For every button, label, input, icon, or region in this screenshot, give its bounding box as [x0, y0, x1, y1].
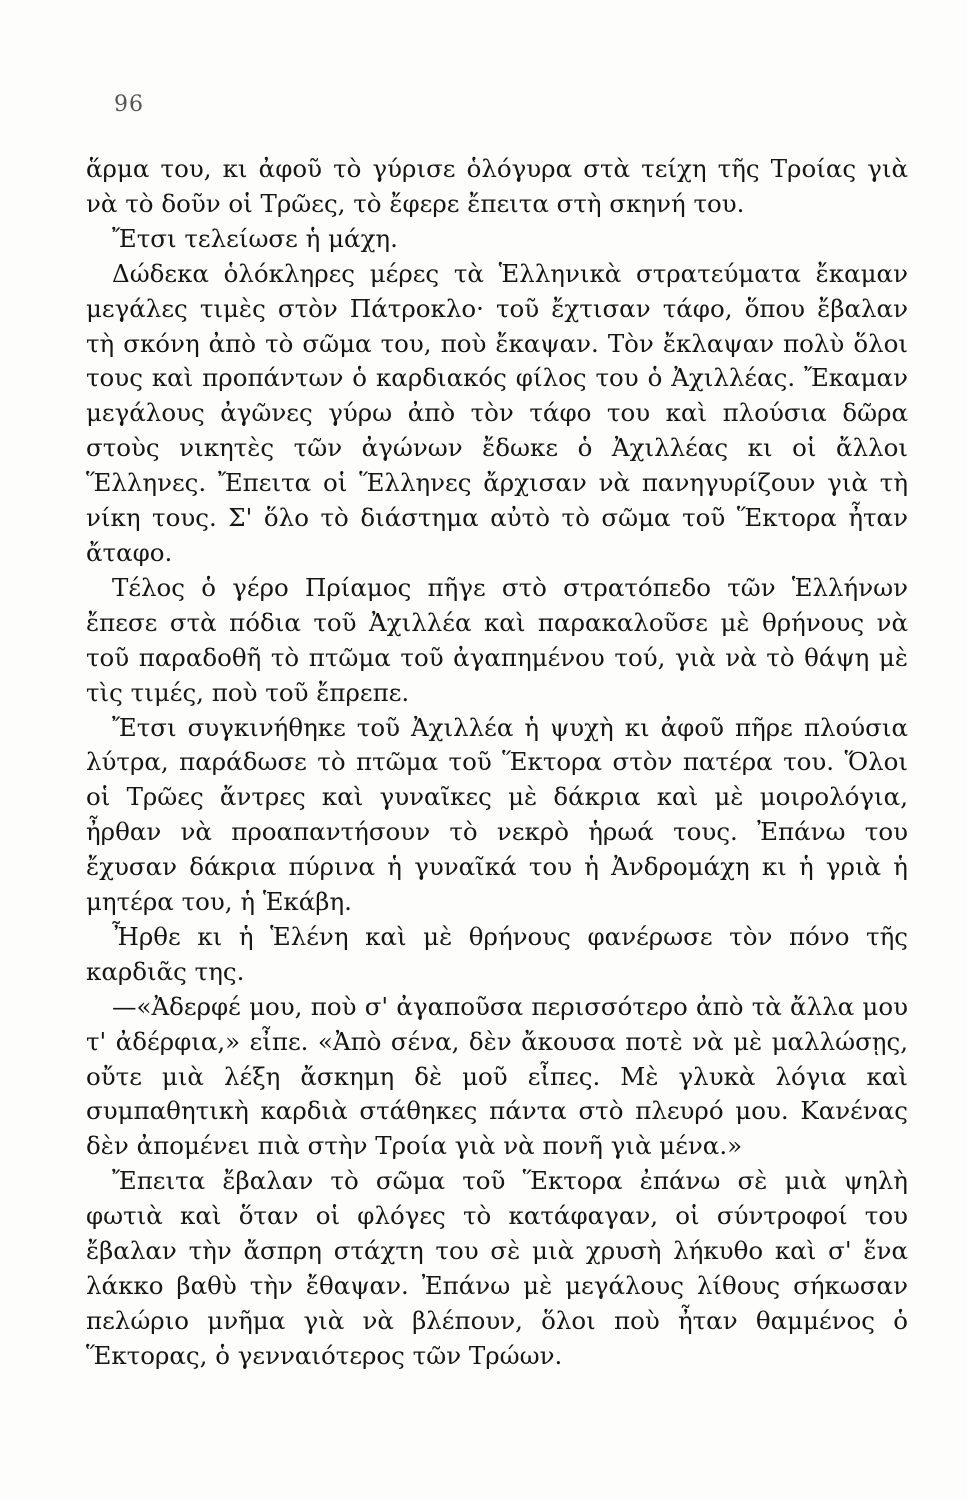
paragraph-8: Ἔπειτα ἔβαλαν τὸ σῶμα τοῦ Ἕκτορα ἐπάνω σὲ μιὰ ψηλὴ φωτιὰ καὶ ὅταν οἱ φλόγες τὸ κατάφαγαν, οἱ σύντροφοί του ἔβαλαν τὴν ἄσπρη στάχτη του σὲ μιὰ χρυσὴ λήκυθο καὶ σ' ἕνα λάκκο βαθὺ τὴν ἔθαψαν. Ἐπάνω μὲ μεγάλους λίθους σήκωσαν πελώριο μνῆμα γιὰ νὰ βλέπουν, ὅλοι ποὺ ἦταν θαμμένος ὁ Ἕκτορας, ὁ γενναιότερος τῶν Τρώων.	[86, 1166, 908, 1370]
paragraph-5: Ἔτσι συγκινήθηκε τοῦ Ἀχιλλέα ἡ ψυχὴ κι ἀφοῦ πῆρε πλούσια λύτρα, παράδωσε τὸ πτῶμα τοῦ Ἕκτορα στὸν πατέρα του. Ὅλοι οἱ Τρῶες ἄντρες καὶ γυναῖκες μὲ δάκρια καὶ μὲ μοιρολόγια, ἦρθαν νὰ προαπαντήσουν τὸ νεκρὸ ἡρωά τους. Ἐπάνω του ἔχυσαν δάκρια πύρινα ἡ γυναῖκά του ἡ Ἀνδρομάχη κι ἡ γριὰ ἡ μητέρα του, ἡ Ἑκάβη.	[86, 712, 908, 917]
paragraph-6: Ἦρθε κι ἡ Ἑλένη καὶ μὲ θρήνους φανέρωσε τὸν πόνο τῆς καρδιᾶς της.	[86, 921, 908, 986]
paragraph-3: Δώδεκα ὁλόκληρες μέρες τὰ Ἑλληνικὰ στρατεύματα ἔκαμαν μεγάλες τιμὲς στὸν Πάτροκλο· τοῦ ἔχτισαν τάφο, ὅπου ἔβαλαν τὴ σκόνη ἀπὸ τὸ σῶμα του, ποὺ ἔκαψαν. Τὸν ἔκλαψαν πολὺ ὅλοι τους καὶ προπάντων ὁ καρδιακός φίλος του ὁ Ἀχιλλέας. Ἔκαμαν μεγάλους ἀγῶνες γύρω ἀπὸ τὸν τάφο του καὶ πλούσια δῶρα στοὺς νικητὲς τῶν ἀγώνων ἔδωκε ὁ Ἀχιλλέας κι οἱ ἄλλοι Ἕλληνες. Ἔπειτα οἱ Ἕλληνες ἄρχισαν νὰ πανηγυρίζουν γιὰ τὴ νίκη τους. Σ' ὅλο τὸ διάστημα αὐτὸ τὸ σῶμα τοῦ Ἕκτορα ἦταν ἄταφο.	[86, 258, 908, 567]
paragraph-4: Τέλος ὁ γέρο Πρίαμος πῆγε στὸ στρατόπεδο τῶν Ἑλλήνων ἔπεσε στὰ πόδια τοῦ Ἀχιλλέα καὶ παρακαλοῦσε μὲ θρήνους νὰ τοῦ παραδοθῆ τὸ πτῶμα τοῦ ἀγαπημένου τού, γιὰ νὰ τὸ θάψη μὲ τὶς τιμές, ποὺ τοῦ ἔπρεπε.	[86, 572, 908, 707]
page-number: 96	[114, 92, 144, 117]
body-text	[86, 152, 908, 1374]
paragraph-1: ἅρμα του, κι ἀφοῦ τὸ γύρισε ὁλόγυρα στὰ τείχη τῆς Τροίας γιὰ νὰ τὸ δοῦν οἱ Τρῶες, τὸ ἔφερε ἔπειτα στὴ σκηνή του.	[86, 154, 908, 218]
paragraph-7: —«Ἀδερφέ μου, ποὺ σ' ἀγαποῦσα περισσότερο ἀπὸ τὰ ἄλλα μου τ' ἀδέρφια,» εἶπε. «Ἀπὸ σένα, δὲν ἄκουσα ποτὲ νὰ μὲ μαλλώσῃς, οὔτε μιὰ λέξη ἄσκημη δὲ μοῦ εἶπες. Μὲ γλυκὰ λόγια καὶ συμπαθητικὴ καρδιὰ στάθηκες πάντα στὸ πλευρό μου. Κανένας δὲν ἀπομένει πιὰ στὴν Τροία γιὰ νὰ πονῆ γιὰ μένα.»	[86, 991, 908, 1161]
paragraph-2: Ἔτσι τελείωσε ἡ μάχη.	[112, 223, 398, 253]
